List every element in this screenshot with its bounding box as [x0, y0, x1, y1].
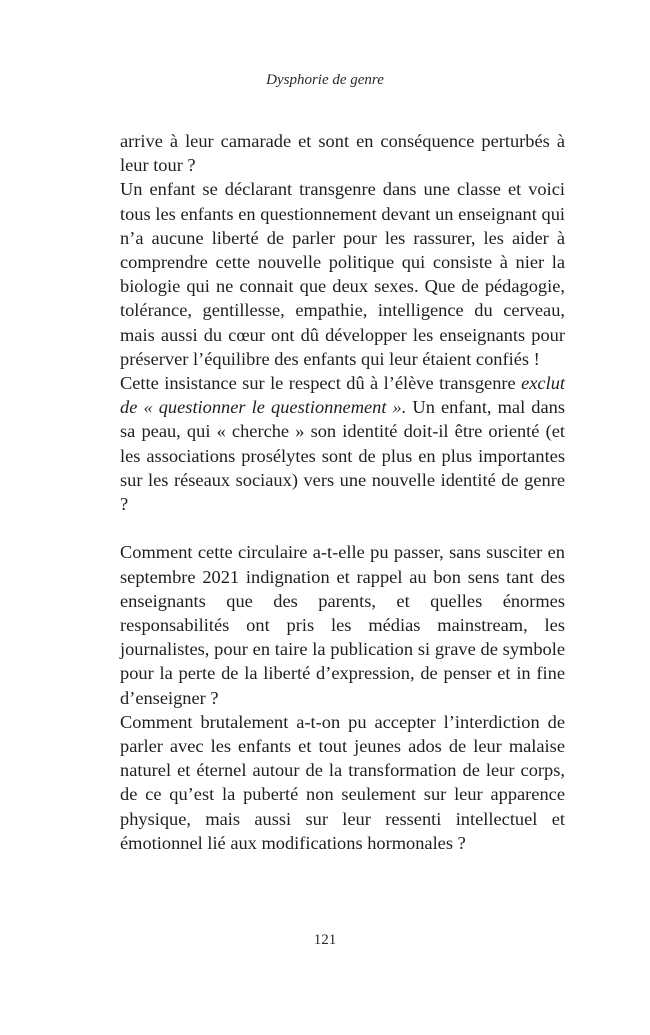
paragraph-3-emphasis: exclut de « questionner le questionnement ». [120, 373, 565, 418]
paragraph-1: arrive à leur camarade et sont en conséquence perturbés à leur tour ? [120, 131, 565, 176]
paragraph-2: Un enfant se déclarant transgenre dans une classe et voici tous les enfants en questionnement devant un enseignant qui n’a aucune liberté de parler pour les rassurer, les aider à comprendre cette nouvelle politique qui consiste à nier la biologie qui ne connait que deux sexes. Que de pédagogie, tolérance, gentillesse, empathie, intelligence du cerveau, mais aussi du cœur ont dû développer les enseignants pour préserver l’équilibre des enfants qui leur étaient confiés ! [120, 179, 565, 369]
body-text [120, 129, 565, 855]
paragraph-3 [120, 371, 565, 516]
page-number: 121 [313, 932, 337, 948]
paragraph-3-rest: Un enfant, mal dans sa peau, qui « cherche » son identité doit-il être orienté (et les associations prosélytes sont de plus en plus importantes sur les réseaux sociaux) vers une nouvelle identité de genre ? [120, 397, 565, 515]
paragraph-5: Comment brutalement a-t-on pu accepter l’interdiction de parler avec les enfants et tout jeunes ados de leur malaise naturel et éternel autour de la transformation de leur corps, de ce qu’est la puberté non seulement sur leur apparence physique, mais aussi sur leur ressenti intellectuel et émotionnel lié aux modifications hormonales ? [120, 711, 565, 853]
paragraph-4: Comment cette circulaire a-t-elle pu passer, sans susciter en septembre 2021 indignation et rappel au bon sens tant des enseignants que des parents, et quelles énormes responsabilités ont pris les médias mainstream, les journalistes, pour en taire la publication si grave de symbole pour la perte de la liberté d’expression, de penser et in fine d’enseigner ? [120, 542, 565, 708]
paragraph-3-lead: Cette insistance sur le respect dû à l’élève transgenre [120, 373, 522, 394]
running-title: Dysphorie de genre [266, 72, 384, 88]
